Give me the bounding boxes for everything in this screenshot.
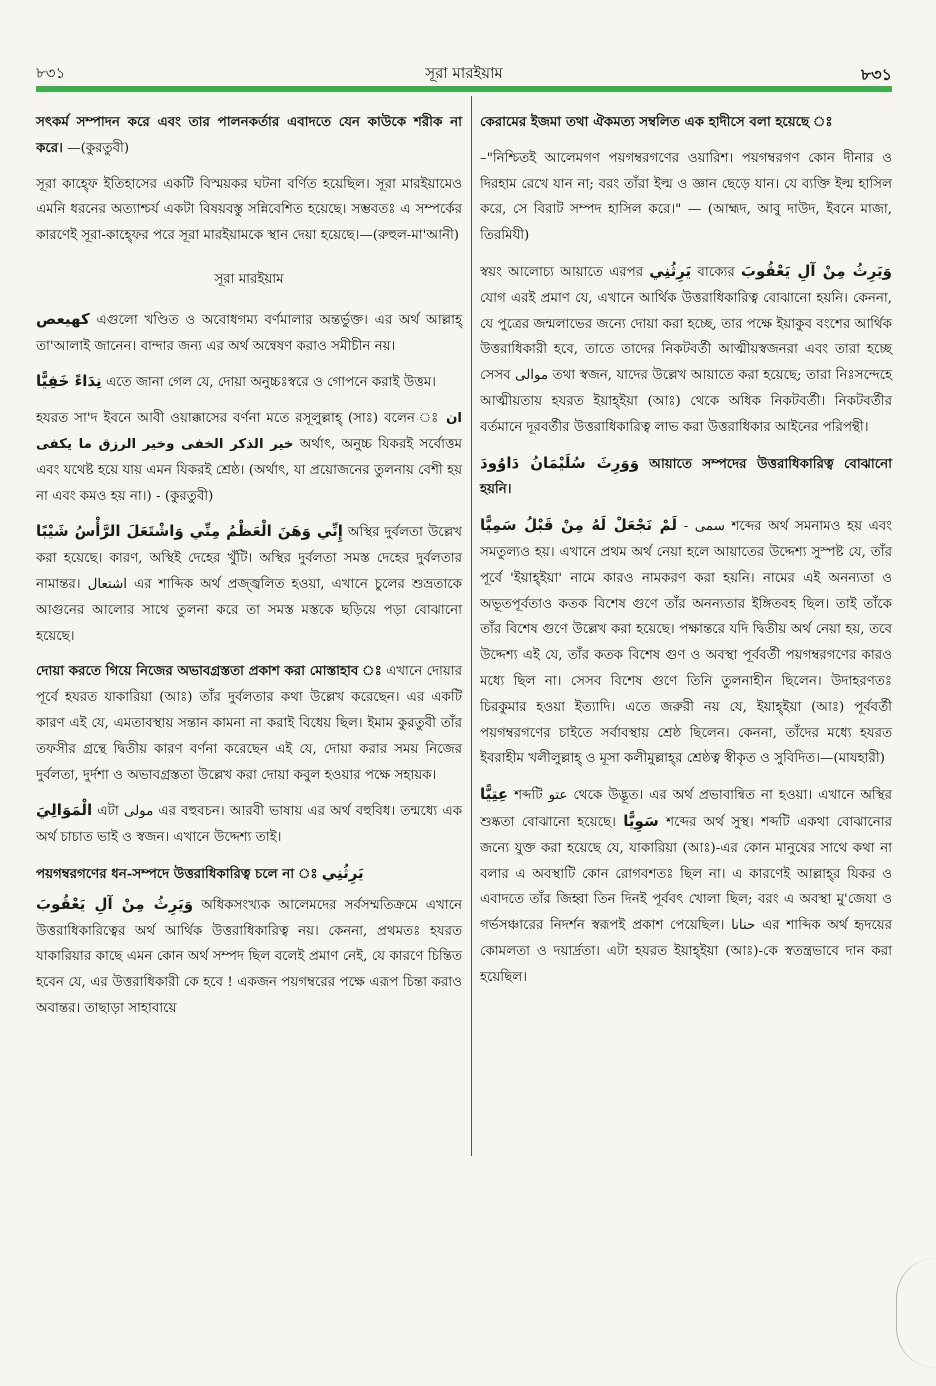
paragraph <box>36 861 462 888</box>
body-text: স্বয়ং আলোচ্য আয়াতে এরপর <box>480 264 644 280</box>
body-text: শব্দের অর্থ সুস্থ। শব্দটি একথা বোঝানোর জন্যে যুক্ত করা হয়েছে যে, যাকারিয়া (আঃ)-এর কোন মানুষের সাথে কথা না বলার এ অবস্থাটি কোন রোগবশতঃ ছিল না। এ কারণেই আল্লাহ্‌র যিকর ও এবাদতে তাঁর জিহ্বা তিন দিনই পূর্ববৎ খোলা ছিল; বরং এ অবস্থা মু'জেযা ও গর্ভসঞ্চারের নিদর্শন স্বরূপই প্রকাশ পেয়েছিল। حنانا এর শাব্দিক অর্থ হৃদয়ের কোমলতা ও দয়ার্দ্রতা। এটা হযরত ইয়াহ্ইয়া (আঃ)-কে স্বতন্ত্রভাবে দান করা হয়েছিল। <box>480 814 893 985</box>
header-rule <box>36 86 892 92</box>
arabic-verse: وَيَرِثُ مِنْ آلِ يَعْقُوبَ <box>36 894 194 913</box>
arabic-verse: لَمْ نَجْعَلْ لَهُ مِنْ قَبْلُ سَمِيًّا <box>480 516 677 535</box>
arabic-verse: كهيعص <box>36 309 90 328</box>
body-text: শব্দটি عتو থেকে উদ্ভূত। এর অর্থ প্রভাবান্বিত না হওয়া। এখানে অস্থির শুষ্কতা বোঝানো হয়েছে। <box>480 788 892 830</box>
paragraph <box>36 172 462 249</box>
arabic-verse: الْمَوَالِيَ <box>36 801 93 820</box>
body-text: - سمى শব্দের অর্থ সমনামও হয় এবং সমতুল্যও হয়। এখানে প্রথম অর্থ নেয়া হলে আয়াতের উদ্দেশ্য সুস্পষ্ট যে, তাঁর পূর্বে 'ইয়াহ্ইয়া' নামে কারও নামকরণ করা হয়নি। নামের এই অনন্যতা ও অভূতপূর্বতাও কতক বিশেষ গুণে তাঁর অনন্যতার ইঙ্গিতবহ ছিল। তাই তাঁকে তাঁর বিশেষ গুণে উল্লেখ করা হয়েছে। পক্ষান্তরে যদি দ্বিতীয় অর্থ নেয়া হয়, তবে উদ্দেশ্য এই যে, তাঁর কতক বিশেষ গুণ ও অবস্থা পূর্ববর্তী পয়গম্বরগণের কারও মধ্যে ছিল না। সেসব বিশেষ গুণে তিনি তুলনাহীন ছিলেন। উদাহরণতঃ চিরকুমার হওয়া ইত্যাদি। এতে জরুরী নয় যে, ইয়াহ্ইয়া (আঃ) পূর্ববর্তী পয়গম্বরগণের চাইতে সর্বাবস্থায় শ্রেষ্ঠ ছিলেন। কেননা, তাঁদের মধ্যে হযরত ইবরাহীম খলীলুল্লাহ্ ও মূসা কলীমুল্লাহ্‌র শ্রেষ্ঠত্ব স্বীকৃত ও সুবিদিত।—(মাযহারী) <box>480 519 892 767</box>
running-header <box>36 62 892 84</box>
section-heading-text: সূরা মারইয়াম <box>214 271 284 287</box>
paragraph <box>36 307 462 360</box>
arabic-verse: سَوِيًّا <box>623 811 659 830</box>
right-column <box>480 110 892 1001</box>
page-curl <box>896 1258 936 1368</box>
arabic-verse: يَرِثُنِي <box>321 863 364 882</box>
body-text: বাক্যের <box>697 264 735 280</box>
body-text: সূরা কাহ্ফে ইতিহাসের একটি বিস্ময়কর ঘটনা বর্ণিত হয়েছিল। সূরা মারইয়ামেও এমনি ধরনের অত্যাশ্চর্য একটা বিষয়বস্তু সন্নিবেশিত হয়েছে। সম্ভবতঃ এ সম্পর্কের কারণেই সূরা-কাহ্ফের পরে সূরা মারইয়ামকে স্থান দেয়া হয়েছে।—(রুহুল-মা'আনী) <box>36 176 462 244</box>
subheading: পয়গম্বরগণের ধন-সম্পদে উত্তরাধিকারিত্ব চলে না ঃ <box>36 865 318 882</box>
body-text: –"নিশ্চিতই আলেমগণ পয়গম্বরগণের ওয়ারিশ। পয়গম্বরগণ কোন দীনার ও দিরহাম রেখে যান না; বরং তাঁরা ইল্ম ও জ্ঞান ছেড়ে যান। যে ব্যক্তি ইল্ম হাসিল করে, সে বিরাট সম্পদ হাসিল করে।" — (আহ্মদ, আবু দাউদ, ইবনে মাজা, তিরমিযী) <box>480 150 892 244</box>
bold-text: সৎকর্ম সম্পাদন করে এবং তার পালনকর্তার এবাদতে যেন কাউকে শরীক না করে। <box>36 114 462 156</box>
body-text: এখানে দোয়ার পূর্বে হযরত যাকারিয়া (আঃ) তাঁর দুর্বলতার কথা উল্লেখ করেছেন। এর একটি কারণ এই যে, এমতাবস্থায় সন্তান কামনা না করাই বিধেয় ছিল। ইমাম কুরতুবী তাঁর তফসীর গ্রন্থে দ্বিতীয় কারণ বর্ণনা করেছেন এই যে, দোয়া করার সময় নিজের দুর্বলতা, দুর্দশা ও অভাবগ্রস্ততা উল্লেখ করা দোয়া কবুল হওয়ার পক্ষে সহায়ক। <box>36 664 463 783</box>
surah-title: সূরা মারইয়াম <box>425 64 503 82</box>
citation: —(কুরতুবী) <box>67 140 130 156</box>
section-heading <box>36 267 462 293</box>
arabic-verse: وَيَرِثُ مِنْ آلِ يَعْقُوبَ <box>740 261 892 280</box>
page-number-left: ৮৩১ <box>36 64 66 82</box>
body-text: অর্থাৎ, অনুচ্চ যিকরই সর্বোত্তম এবং যথেষ্ট হয়ে যায় এমন যিকরই শ্রেষ্ঠ। (অর্থাৎ, যা প্রয়োজনের তুলনায় বেশী হয় না এবং কমও হয় না।) - (কুরতুবী) <box>36 436 462 504</box>
body-text: যোগ এরই প্রমাণ যে, এখানে আর্থিক উত্তরাধিকারিত্ব বোঝানো হয়নি। কেননা, যে পুত্রের জন্মলাভের জন্যে দোয়া করা হচ্ছে, তার পক্ষে ইয়াকুব বংশের আর্থিক উত্তরাধিকারী হবে, তাতে তাদের নিকটবর্তী আত্মীয়স্বজনরা এবং তারা হচ্ছে সেসব موالى তথা স্বজন, যাদের উল্লেখ আয়াতে করা হয়েছে; তারা নিঃসন্দেহে আত্মীয়তায় হযরত ইয়াহ্ইয়া (আঃ) থেকে অধিক নিকটবর্তী। নিকটবর্তীর বর্তমানে দূরবর্তীর উত্তরাধিকারিত্ব লাভ করা উত্তরাধিকার আইনের পরিপন্থী। <box>480 290 892 435</box>
body-text: এতে জানা গেল যে, দোয়া অনুচ্চঃস্বরে ও গোপনে করাই উত্তম। <box>105 375 436 391</box>
paragraph <box>36 369 462 396</box>
paragraph <box>36 659 462 788</box>
paragraph <box>36 519 462 649</box>
page-number-right: ৮৩১ <box>860 65 892 84</box>
paragraph <box>36 110 462 162</box>
arabic-verse: عِتِيًّا <box>480 785 509 804</box>
body-text: অস্থির দুর্বলতা উল্লেখ করা হয়েছে। কারণ, অস্থিই দেহের খুঁটি। অস্থির দুর্বলতা সমস্ত দেহের দুর্বলতার নামান্তর। اشتعال এর শাব্দিক অর্থ প্রজ্জ্বলিত হওয়া, এখানে চুলের শুভ্রতাকে আগুনের আলোর সাথে তুলনা করে তা সমস্ত মস্তকে ছড়িয়ে পড়া বোঝানো হয়েছে। <box>36 525 462 644</box>
arabic-verse: يَرِثُنِي <box>649 261 692 280</box>
arabic-verse: إِنِّي وَهَنَ الْعَظْمُ مِنِّي وَاشْتَعَلَ الرَّأْسُ شَيْبًا <box>36 522 343 541</box>
arabic-hadith: ان خير الذكر الخفى وخير الرزق ما يكفى <box>36 411 462 452</box>
paragraph <box>480 110 892 136</box>
body-text: এটা مولى এর বহুবচন। আরবী ভাষায় এর অর্থ বহুবিধ। তন্মধ্যে এক অর্থ চাচাত ভাই ও স্বজন। এখানে উদ্দেশ্য তাই। <box>36 804 462 846</box>
arabic-verse: وَوَرِثَ سُلَيْمَانُ دَاوُودَ <box>480 453 640 472</box>
subheading: দোয়া করতে গিয়ে নিজের অভাবগ্রস্ততা প্রকাশ করা মোস্তাহাব ঃ <box>36 663 382 680</box>
body-text: এগুলো খণ্ডিত ও অবোধগম্য বর্ণমালার অন্তর্ভুক্ত। এর অর্থ আল্লাহ্ তা'আলাই জানেন। বান্দার জন্য এর অর্থ অন্বেষণ করাও সমীচীন নয়। <box>36 312 463 354</box>
paragraph <box>36 406 462 509</box>
left-column <box>36 110 462 1032</box>
paragraph <box>36 892 462 1022</box>
paragraph <box>480 513 892 772</box>
body-text: হযরত সা'দ ইবনে আবী ওয়াক্কাসের বর্ণনা মতে রসূলুল্লাহ্ (সাঃ) বলেন ঃ <box>36 411 440 427</box>
bold-text: কেরামের ইজমা তথা ঐকমত্য সম্বলিত এক হাদীসে বলা হয়েছে ঃ <box>480 114 833 130</box>
paragraph <box>36 798 462 851</box>
body-text: অধিকসংখ্যক আলেমদের সর্বসম্মতিক্রমে এখানে উত্তরাধিকারিত্বের অর্থ আর্থিক উত্তরাধিকারিত্ব নয়। কেননা, প্রথমতঃ হযরত যাকারিয়ার কাছে এমন কোন অর্থ সম্পদ ছিল বলেই প্রমাণ নেই, যে কারণে চিন্তিত হবেন যে, এর উত্তরাধিকারী কে হবে ! একজন পয়গম্বরের পক্ষে এরূপ চিন্তা করাও অবান্তর। তাছাড়া সাহাবায়ে <box>36 897 463 1016</box>
paragraph <box>480 451 892 504</box>
paragraph <box>480 146 892 249</box>
column-divider <box>471 96 472 1156</box>
paragraph <box>480 259 892 441</box>
paragraph <box>480 782 892 990</box>
body-text: আয়াতে সম্পদের উত্তরাধিকারিত্ব বোঝানো হয়নি। <box>480 455 892 498</box>
arabic-verse: نِدَاءً خَفِيًّا <box>36 372 102 391</box>
